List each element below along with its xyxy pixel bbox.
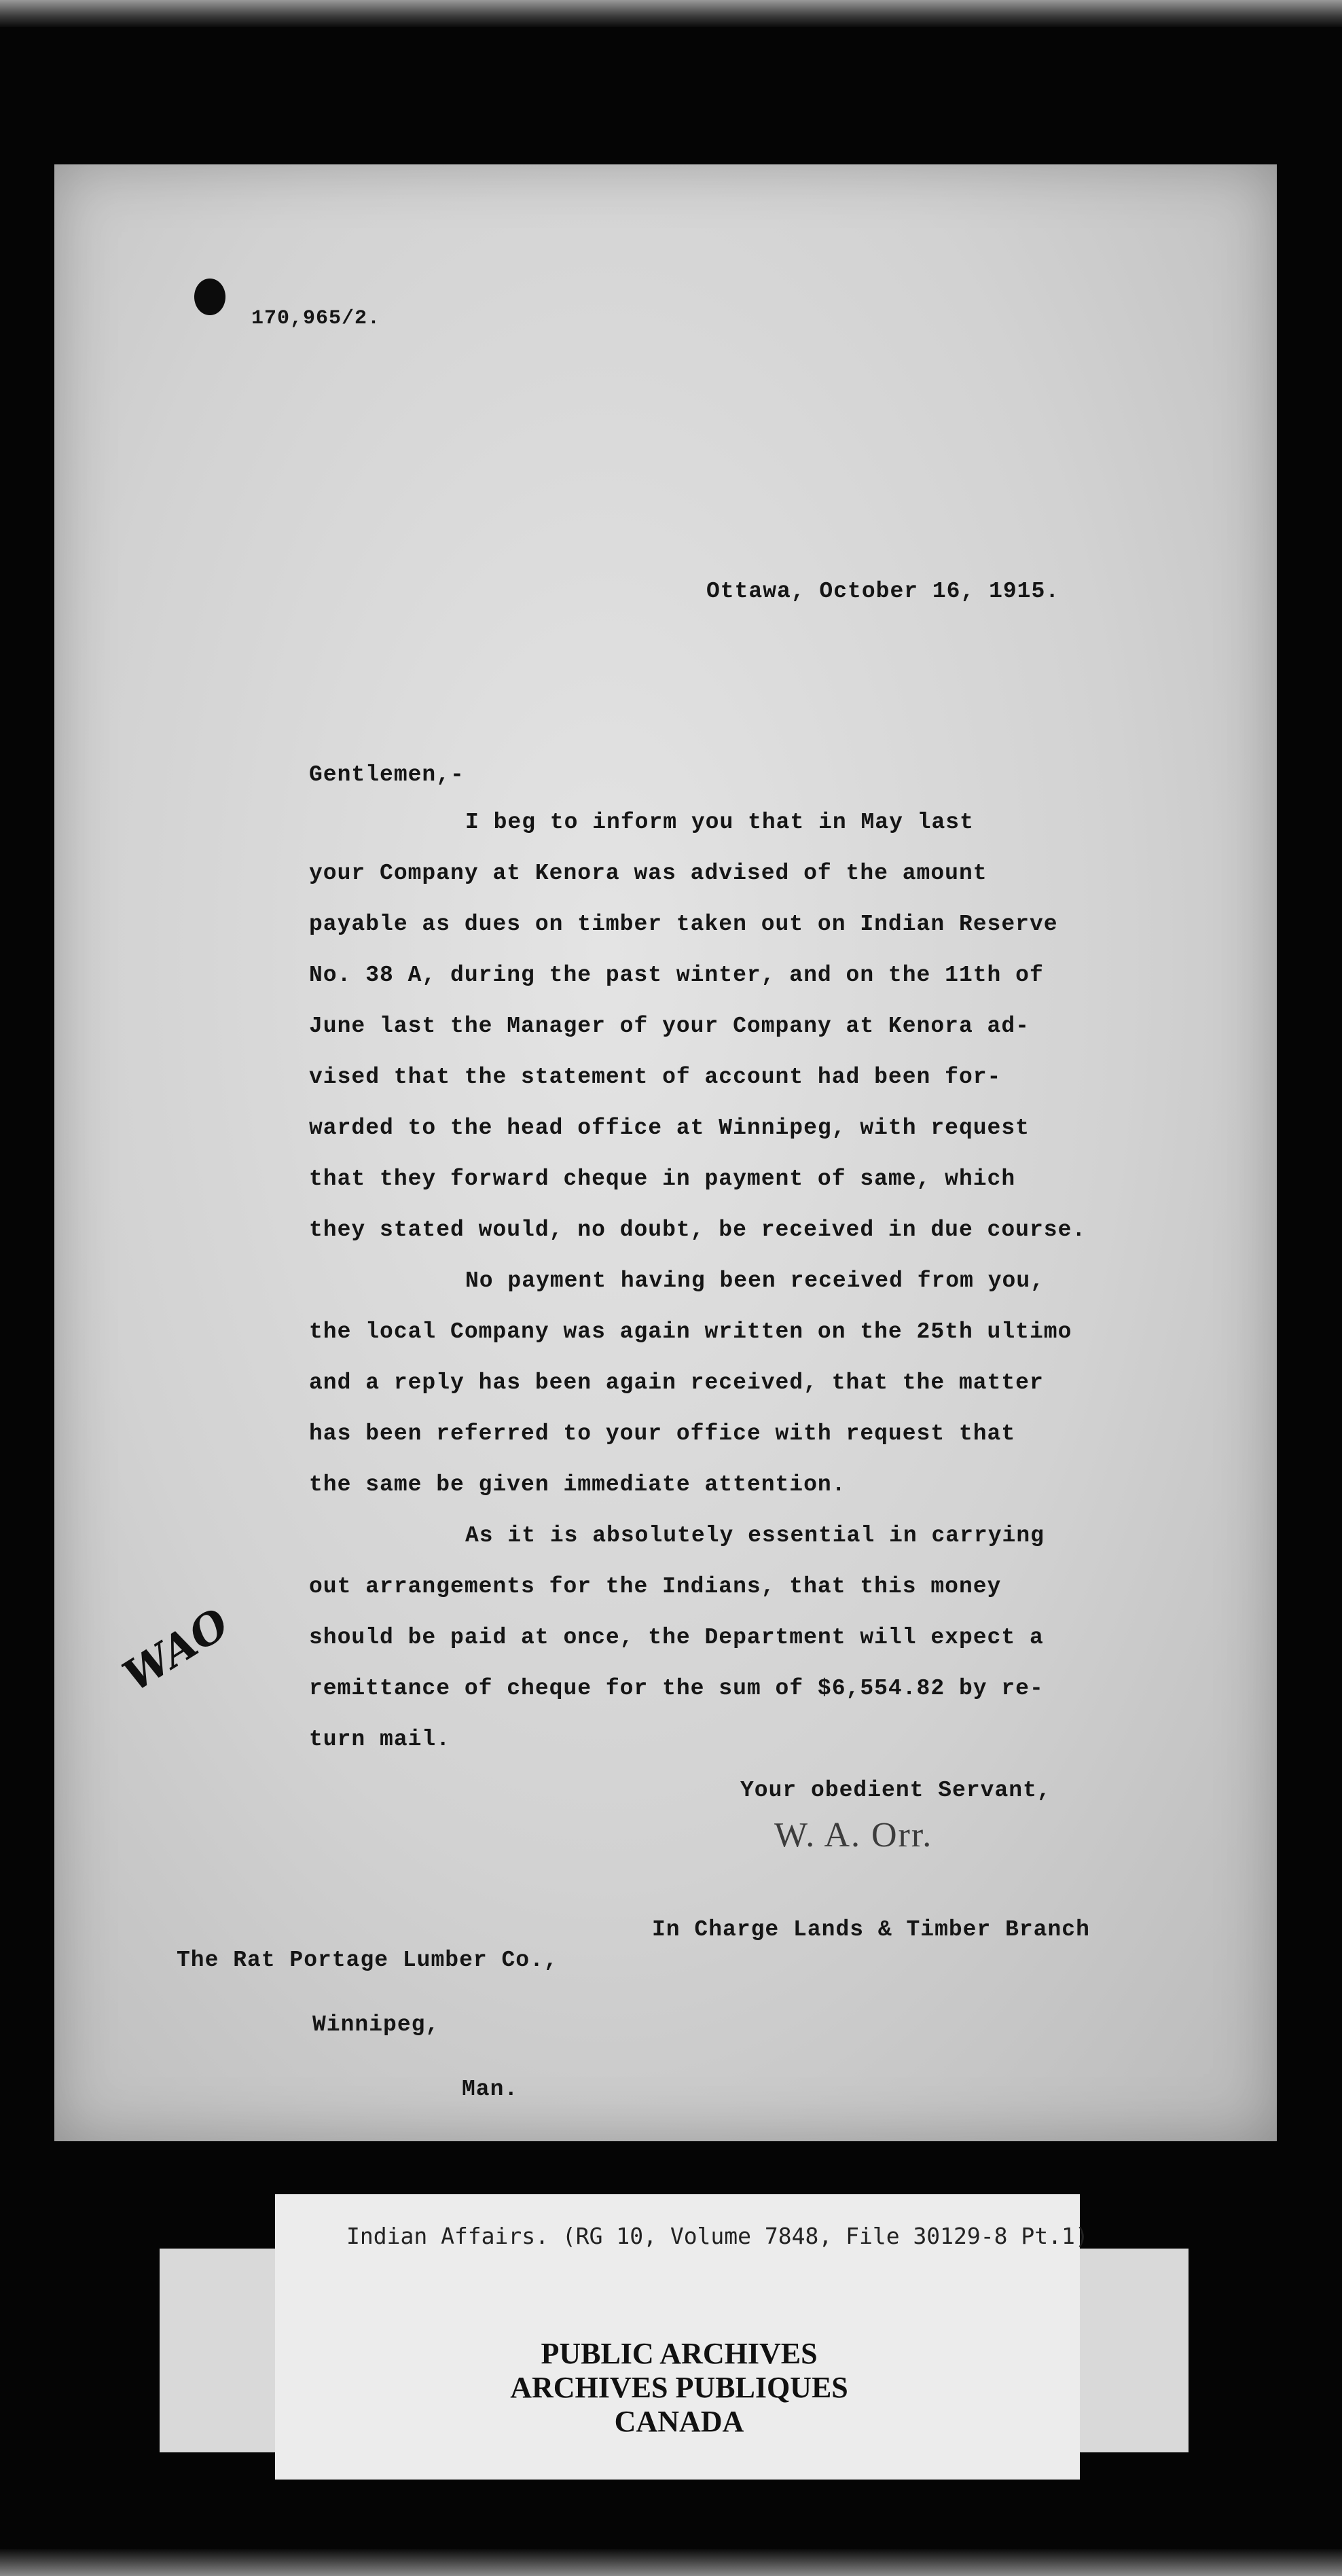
margin-initials: WAO xyxy=(114,1598,238,1701)
body-line: out arrangements for the Indians, that this money xyxy=(309,1574,1002,1599)
body-line: they stated would, no doubt, be received in due course. xyxy=(309,1217,1087,1242)
body-line: I beg to inform you that in May last xyxy=(465,810,974,835)
archive-stamp xyxy=(407,2337,951,2439)
body-line: turn mail. xyxy=(309,1727,451,1752)
body-line: remittance of cheque for the sum of $6,554.82 by re- xyxy=(309,1676,1044,1701)
file-number: 170,965/2. xyxy=(251,307,381,330)
body-line: June last the Manager of your Company at Kenora ad- xyxy=(309,1014,1030,1039)
body-line: vised that the statement of account had been for- xyxy=(309,1065,1002,1090)
film-bottom-edge xyxy=(0,2549,1342,2576)
addressee-name: The Rat Portage Lumber Co., xyxy=(177,1948,558,1973)
body-line: your Company at Kenora was advised of the amount xyxy=(309,861,987,886)
addressee-city: Winnipeg, xyxy=(312,2012,440,2037)
salutation: Gentlemen,- xyxy=(309,762,465,787)
body-line: No. 38 A, during the past winter, and on the 11th of xyxy=(309,963,1044,988)
archive-name-fr: ARCHIVES PUBLIQUES xyxy=(510,2371,848,2404)
film-top-edge xyxy=(0,0,1342,27)
body-line: should be paid at once, the Department will expect a xyxy=(309,1625,1044,1650)
body-line: payable as dues on timber taken out on Indian Reserve xyxy=(309,912,1058,937)
letter-sheet xyxy=(54,164,1277,2141)
body-line: and a reply has been again received, that the matter xyxy=(309,1370,1044,1395)
punch-hole xyxy=(194,279,225,315)
body-line: As it is absolutely essential in carrying xyxy=(465,1523,1045,1548)
closing: Your obedient Servant, xyxy=(740,1778,1051,1803)
body-line: the local Company was again written on the 25th ultimo xyxy=(309,1319,1072,1344)
body-line: has been referred to your office with request that xyxy=(309,1421,1016,1446)
archive-reference: Indian Affairs. (RG 10, Volume 7848, File 30129-8 Pt.1) xyxy=(346,2223,1089,2249)
body-line: the same be given immediate attention. xyxy=(309,1472,846,1497)
body-line: that they forward cheque in payment of same, which xyxy=(309,1166,1016,1192)
archive-name-en: PUBLIC ARCHIVES xyxy=(541,2337,818,2370)
date-line: Ottawa, October 16, 1915. xyxy=(706,579,1060,604)
signature: W. A. Orr. xyxy=(774,1816,933,1855)
archive-country: CANADA xyxy=(614,2405,744,2438)
body-line: No payment having been received from you, xyxy=(465,1268,1045,1293)
signer-title: In Charge Lands & Timber Branch xyxy=(652,1917,1090,1942)
addressee-province: Man. xyxy=(462,2077,519,2102)
body-line: warded to the head office at Winnipeg, with request xyxy=(309,1115,1030,1141)
